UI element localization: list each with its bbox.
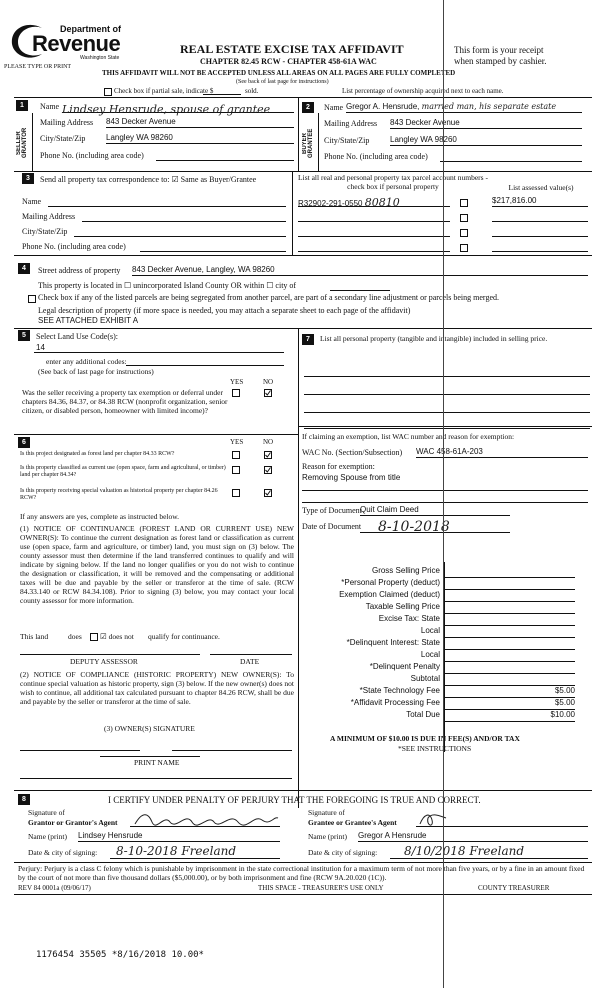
personal-property-checkbox-4[interactable]: [460, 244, 468, 252]
check-icon: [265, 390, 271, 396]
corr-phone-label: Phone No. (including area code): [22, 242, 126, 251]
seller-city-field[interactable]: [106, 133, 294, 144]
partial-sale-field[interactable]: [203, 86, 241, 95]
personal-property-checkbox-2[interactable]: [460, 214, 468, 222]
fee-row: [300, 602, 590, 614]
grantee-signature-scribble: [416, 810, 588, 828]
buyer-city-label: City/State/Zip: [324, 136, 370, 145]
seller-city-value: Langley WA 98260: [106, 133, 173, 142]
logo-name: Revenue: [32, 31, 121, 56]
fee-label: *Delinquent Penalty: [369, 662, 440, 671]
assessed-field-2[interactable]: [492, 211, 588, 222]
grantee-name-value: Gregor A Hensrude: [358, 831, 427, 840]
grantee-date-field[interactable]: [390, 842, 588, 859]
historical-question: Is this property receiving special valuation as historical property per chapter 84.26 RCW?: [20, 488, 218, 501]
fee-value[interactable]: [445, 566, 575, 578]
fee-label: Total Due: [406, 710, 440, 719]
buyer-phone-label: Phone No. (including area code): [324, 152, 428, 161]
fee-value[interactable]: [445, 626, 575, 638]
corr-city-field[interactable]: [74, 226, 286, 237]
doc-date-label: Date of Document: [302, 522, 362, 531]
fee-row: [300, 710, 590, 722]
grantor-name-label: Name (print): [28, 832, 67, 841]
fee-label: Taxable Selling Price: [365, 602, 440, 611]
buyer-phone-field[interactable]: [440, 151, 582, 162]
seller-phone-label: Phone No. (including area code): [40, 151, 144, 160]
fee-label: Gross Selling Price: [371, 566, 440, 575]
grantee-date-value: 8/10/2018 Freeland: [404, 844, 525, 858]
section-4-number: 4: [18, 263, 30, 274]
parcel-1-handwritten: 80810: [364, 196, 400, 209]
historical-no-checkbox[interactable]: [264, 489, 272, 497]
check-icon: [265, 490, 271, 496]
seller-name-value: Lindsey Hensrude, spouse of grantee: [62, 103, 271, 116]
parcel-field-1[interactable]: [298, 196, 450, 207]
continuance-notice: (1) NOTICE OF CONTINUANCE (FOREST LAND OR CURRENT USE) NEW OWNER(S): To continue the current designation as forest land or classification as current use (open space, farm and agriculture, or timber) land, you must sign on (3) below. The county assessor must then determine if the land transferred continues to qualify and will indicate by signing below. If the land no longer qualifies or you do not wish to continue the designation or classification, it will be removed and the compensating or additional taxes will be due and payable by the seller or transferor at the time of sale. (RCW 84.33.140 or RCW 84.34.108). Prior to signing (3) below, you may contact your local county assessor for more information.: [20, 524, 294, 605]
parcel-field-4[interactable]: [298, 241, 450, 252]
parcel-field-3[interactable]: [298, 226, 450, 237]
buyer-name-handwritten: married man, his separate estate: [421, 102, 557, 111]
seller-phone-field[interactable]: [156, 150, 294, 161]
correspondence-heading: Send all property tax correspondence to: ☑ Same as Buyer/Grantee: [40, 175, 257, 184]
qualify-label: qualify for continuance.: [148, 632, 220, 641]
logo-dept: Department of: [60, 24, 122, 34]
section-1-number: 1: [16, 100, 28, 111]
grantor-name-field[interactable]: [78, 831, 280, 842]
form-title: REAL ESTATE EXCISE TAX AFFIDAVIT: [180, 42, 404, 56]
see-back-instructions: (See back of last page for instructions): [236, 79, 329, 85]
reason-value: Removing Spouse from title: [302, 473, 401, 482]
buyer-city-value: Langley WA 98260: [390, 135, 457, 144]
section-6-number: 6: [18, 437, 30, 448]
section-2-number: 2: [302, 102, 314, 113]
section6-no-header: NO: [263, 438, 274, 446]
reason-field-2[interactable]: [302, 484, 588, 491]
fee-label: Excise Tax: State: [378, 614, 440, 623]
grantor-sig-label-2: Grantor or Grantor's Agent: [28, 818, 118, 827]
corr-mailing-label: Mailing Address: [22, 212, 76, 221]
historical-yes-checkbox[interactable]: [232, 489, 240, 497]
fee-value[interactable]: [445, 578, 575, 590]
seller-grantor-label: SELLER GRANTOR: [16, 127, 28, 159]
grantor-sig-label-1: Signature of: [28, 808, 65, 817]
this-land-label: This land: [20, 632, 49, 641]
grantor-signature-scribble: [130, 810, 280, 828]
owner-signature-label: (3) OWNER(S) SIGNATURE: [104, 724, 195, 733]
land-use-see-back: (See back of last page for instructions): [38, 367, 154, 376]
corr-name-label: Name: [22, 197, 42, 206]
located-text: This property is located in ☐ unincorporated Island County OR within ☐ city of: [38, 281, 297, 290]
assessed-1-value: $217,816.00: [492, 196, 537, 205]
reason-field-3[interactable]: [302, 496, 588, 503]
logo-state: Washington State: [80, 55, 120, 61]
certify-statement: I CERTIFY UNDER PENALTY OF PERJURY THAT THE FOREGOING IS TRUE AND CORRECT.: [108, 795, 481, 805]
fee-label: Exemption Claimed (deduct): [339, 590, 440, 599]
city-of-field[interactable]: [330, 280, 390, 291]
corr-city-label: City/State/Zip: [22, 227, 68, 236]
personal-property-checkbox-1[interactable]: [460, 199, 468, 207]
reason-label: Reason for exemption:: [302, 462, 375, 471]
fee-value[interactable]: [445, 590, 575, 602]
additional-codes-label: enter any additional codes:: [46, 357, 127, 366]
fee-row: [300, 662, 590, 674]
wac-field[interactable]: [416, 447, 588, 458]
county-treasurer-label: COUNTY TREASURER: [478, 884, 550, 892]
grantor-date-value: 8-10-2018 Freeland: [116, 844, 237, 858]
forest-no-checkbox[interactable]: [264, 451, 272, 459]
fee-label: Local: [420, 626, 440, 635]
print-name-label: PRINT NAME: [134, 758, 180, 767]
form-subtitle: CHAPTER 82.45 RCW - CHAPTER 458-61A WAC: [200, 57, 377, 66]
grantor-name-value: Lindsey Hensrude: [78, 831, 143, 840]
fee-value[interactable]: $5.00: [445, 698, 575, 710]
deputy-assessor-label: DEPUTY ASSESSOR: [70, 657, 138, 666]
current-use-no-checkbox[interactable]: [264, 466, 272, 474]
buyer-grantee-label: BUYER GRANTEE: [302, 128, 314, 158]
fee-value[interactable]: [445, 614, 575, 626]
grantee-name-field[interactable]: [358, 831, 588, 842]
fee-row: [300, 626, 590, 638]
parcel-1-value: R32902-291-0550: [298, 199, 363, 208]
assessor-date-field[interactable]: [210, 646, 292, 655]
exemption-no-checkbox[interactable]: [264, 389, 272, 397]
dor-logo: [8, 22, 128, 64]
deputy-assessor-sig-field[interactable]: [20, 646, 200, 655]
assessed-heading: List assessed value(s): [508, 183, 574, 192]
fee-row: [300, 566, 590, 578]
print-name-field[interactable]: [100, 750, 200, 757]
does-qualify-checkbox[interactable]: [90, 633, 98, 641]
grantor-signature-field[interactable]: [130, 810, 280, 827]
personal-property-field-1[interactable]: [304, 368, 590, 377]
wac-label: WAC No. (Section/Subsection): [302, 448, 403, 457]
buyer-mailing-label: Mailing Address: [324, 119, 378, 128]
minimum-due-notice: A MINIMUM OF $10.00 IS DUE IN FEE(S) AND/OR TAX: [330, 734, 520, 743]
fee-label: *Delinquent Interest: State: [346, 638, 440, 647]
fee-row: [300, 590, 590, 602]
seller-mailing-field[interactable]: [106, 117, 294, 128]
fee-value[interactable]: [445, 674, 575, 686]
corr-mailing-field[interactable]: [82, 211, 286, 222]
fee-label: Local: [420, 650, 440, 659]
does-label: does: [68, 632, 82, 641]
section6-yes-header: YES: [230, 438, 244, 446]
fee-value[interactable]: [445, 638, 575, 650]
personal-property-field-3[interactable]: [304, 404, 590, 413]
doc-date-value: 8-10-2018: [378, 519, 450, 535]
treasurer-use-label: THIS SPACE - TREASURER'S USE ONLY: [258, 884, 384, 892]
see-instructions: *SEE INSTRUCTIONS: [398, 744, 472, 753]
fee-label: Subtotal: [410, 674, 440, 683]
fee-label: *Personal Property (deduct): [341, 578, 440, 587]
if-yes-text: If any answers are yes, complete as instructed below.: [20, 512, 180, 521]
corr-phone-field[interactable]: [140, 241, 286, 252]
fee-value[interactable]: [445, 602, 575, 614]
fee-row: [300, 578, 590, 590]
street-field[interactable]: [132, 265, 588, 276]
fee-label: *Affidavit Processing Fee: [350, 698, 440, 707]
partial-sale-label: Check box if partial sale, indicate $: [114, 87, 214, 95]
land-use-field[interactable]: [34, 342, 284, 353]
form-revision: REV 84 0001a (09/06/17): [18, 884, 91, 892]
corr-name-field[interactable]: [48, 196, 286, 207]
assessor-date-label: DATE: [240, 657, 260, 666]
recording-stamp: 1176454 35505 *8/16/2018 10.00*: [36, 950, 204, 960]
fee-label: *State Technology Fee: [359, 686, 440, 695]
section-3-number: 3: [22, 173, 34, 184]
grantee-name-label: Name (print): [308, 832, 347, 841]
fold-line: [443, 0, 444, 988]
check-icon: [265, 467, 271, 473]
land-use-label: Select Land Use Code(s):: [36, 332, 118, 341]
seller-name-label: Name: [40, 102, 60, 111]
check-icon: [265, 452, 271, 458]
buyer-name-field[interactable]: [346, 102, 582, 113]
does-not-label: ☑ does not: [100, 632, 134, 641]
fee-value[interactable]: $10.00: [445, 710, 575, 722]
buyer-city-field[interactable]: [390, 135, 582, 146]
fee-row: [300, 698, 590, 710]
legal-text: Legal description of property (if more space is needed, you may attach a separate sheet to each page of the affidavit): [38, 306, 411, 315]
section-8-number: 8: [18, 794, 30, 805]
buyer-name-value: Gregor A. Hensrude,: [346, 102, 420, 111]
fee-row: [300, 638, 590, 650]
fee-row: [300, 650, 590, 662]
fee-row: [300, 674, 590, 686]
receipt-note-2: when stamped by cashier.: [454, 56, 547, 66]
fee-value[interactable]: [445, 662, 575, 674]
exemption-question: Was the seller receiving a property tax exemption or deferral under chapters 84.36, 84.37, or 84.38 RCW (nonprofit organization, senior citizen, or disabled person, homeowner with limited income)?: [22, 388, 228, 415]
grantee-sig-label-2: Grantee or Grantee's Agent: [308, 818, 397, 827]
parcel-heading: List all real and personal property tax parcel account numbers - check box if personal property: [298, 173, 488, 191]
assessed-field-4[interactable]: [492, 241, 588, 252]
forest-yes-checkbox[interactable]: [232, 451, 240, 459]
compliance-notice: (2) NOTICE OF COMPLIANCE (HISTORIC PROPERTY) NEW OWNER(S): To continue special valuation as historic property, sign (3) below. If the new owner(s) does not wish to continue, all additional tax calculated pursuant to chapter 84.26 RCW, shall be due and payable by the seller or transferor at the time of sale.: [20, 670, 294, 706]
doc-type-label: Type of Document: [302, 506, 362, 515]
grantee-date-label: Date & city of signing:: [308, 848, 378, 857]
seller-name-field[interactable]: [62, 100, 294, 116]
doc-date-field[interactable]: [360, 518, 510, 533]
assessed-field-1[interactable]: [492, 196, 588, 207]
doc-type-field[interactable]: [360, 505, 510, 516]
seller-mailing-label: Mailing Address: [40, 118, 94, 127]
current-use-yes-checkbox[interactable]: [232, 466, 240, 474]
please-type: PLEASE TYPE OR PRINT: [4, 64, 72, 70]
buyer-mailing-value: 843 Decker Avenue: [390, 118, 460, 127]
forest-land-question: Is this project designated as forest land per chapter 84.33 RCW?: [20, 451, 175, 457]
sold-label: sold.: [245, 87, 259, 95]
exemption-yes-checkbox[interactable]: [232, 389, 240, 397]
section-7-number: 7: [302, 334, 314, 345]
fee-row: [300, 686, 590, 698]
legal-value: SEE ATTACHED EXHIBIT A: [38, 316, 139, 325]
parcel-field-2[interactable]: [298, 211, 450, 222]
street-value: 843 Decker Avenue, Langley, WA 98260: [132, 265, 275, 274]
personal-property-checkbox-3[interactable]: [460, 229, 468, 237]
personal-property-field-2[interactable]: [304, 386, 590, 395]
personal-property-field-4[interactable]: [304, 420, 590, 429]
doc-type-value: Quit Claim Deed: [360, 505, 419, 514]
segregated-text: Check box if any of the listed parcels are being segregated from another parcel, are part of a secondary line adjustment or parcels being merged.: [38, 293, 499, 302]
street-label: Street address of property: [38, 266, 121, 275]
print-name-field-2[interactable]: [20, 772, 292, 779]
current-use-question: Is this property classified as current use (open space, farm and agricultural, or timber) land per chapter 84.34?: [20, 465, 226, 478]
land-use-value: 14: [36, 343, 45, 352]
wac-value: WAC 458-61A-203: [416, 447, 483, 456]
segregated-checkbox[interactable]: [28, 295, 36, 303]
receipt-note-1: This form is your receipt: [454, 45, 544, 55]
grantor-date-field[interactable]: [110, 842, 280, 859]
section5-no-header: NO: [263, 378, 274, 386]
partial-sale-checkbox[interactable]: [104, 88, 112, 96]
section5-yes-header: YES: [230, 378, 244, 386]
grantee-sig-label-1: Signature of: [308, 808, 345, 817]
exemption-claim-text: If claiming an exemption, list WAC number and reason for exemption:: [302, 432, 515, 441]
assessed-field-3[interactable]: [492, 226, 588, 237]
perjury-notice: Perjury: Perjury is a class C felony which is punishable by imprisonment in the state correctional institution for a maximum term of not more than five years, or by a fine in an amount fixed by the court of not more than five thousand dollars ($5,000.00), or by both imprisonment and fine (RCW 9A.20.020 (1C)).: [18, 864, 585, 882]
fee-value[interactable]: [445, 650, 575, 662]
personal-property-text: List all personal property (tangible and intangible) included in selling price.: [320, 334, 548, 343]
seller-city-label: City/State/Zip: [40, 134, 86, 143]
buyer-name-label: Name: [324, 103, 344, 112]
grantor-date-label: Date & city of signing:: [28, 848, 98, 857]
section-5-number: 5: [18, 330, 30, 341]
fee-row: [300, 614, 590, 626]
fee-value[interactable]: $5.00: [445, 686, 575, 698]
grantee-signature-field[interactable]: [416, 810, 588, 827]
buyer-mailing-field[interactable]: [390, 118, 582, 129]
not-accepted-notice: THIS AFFIDAVIT WILL NOT BE ACCEPTED UNLESS ALL AREAS ON ALL PAGES ARE FULLY COMPLETED: [102, 69, 456, 77]
ownership-note: List percentage of ownership acquired next to each name.: [342, 87, 504, 95]
seller-mailing-value: 843 Decker Avenue: [106, 117, 176, 126]
additional-codes-field[interactable]: [126, 356, 284, 366]
